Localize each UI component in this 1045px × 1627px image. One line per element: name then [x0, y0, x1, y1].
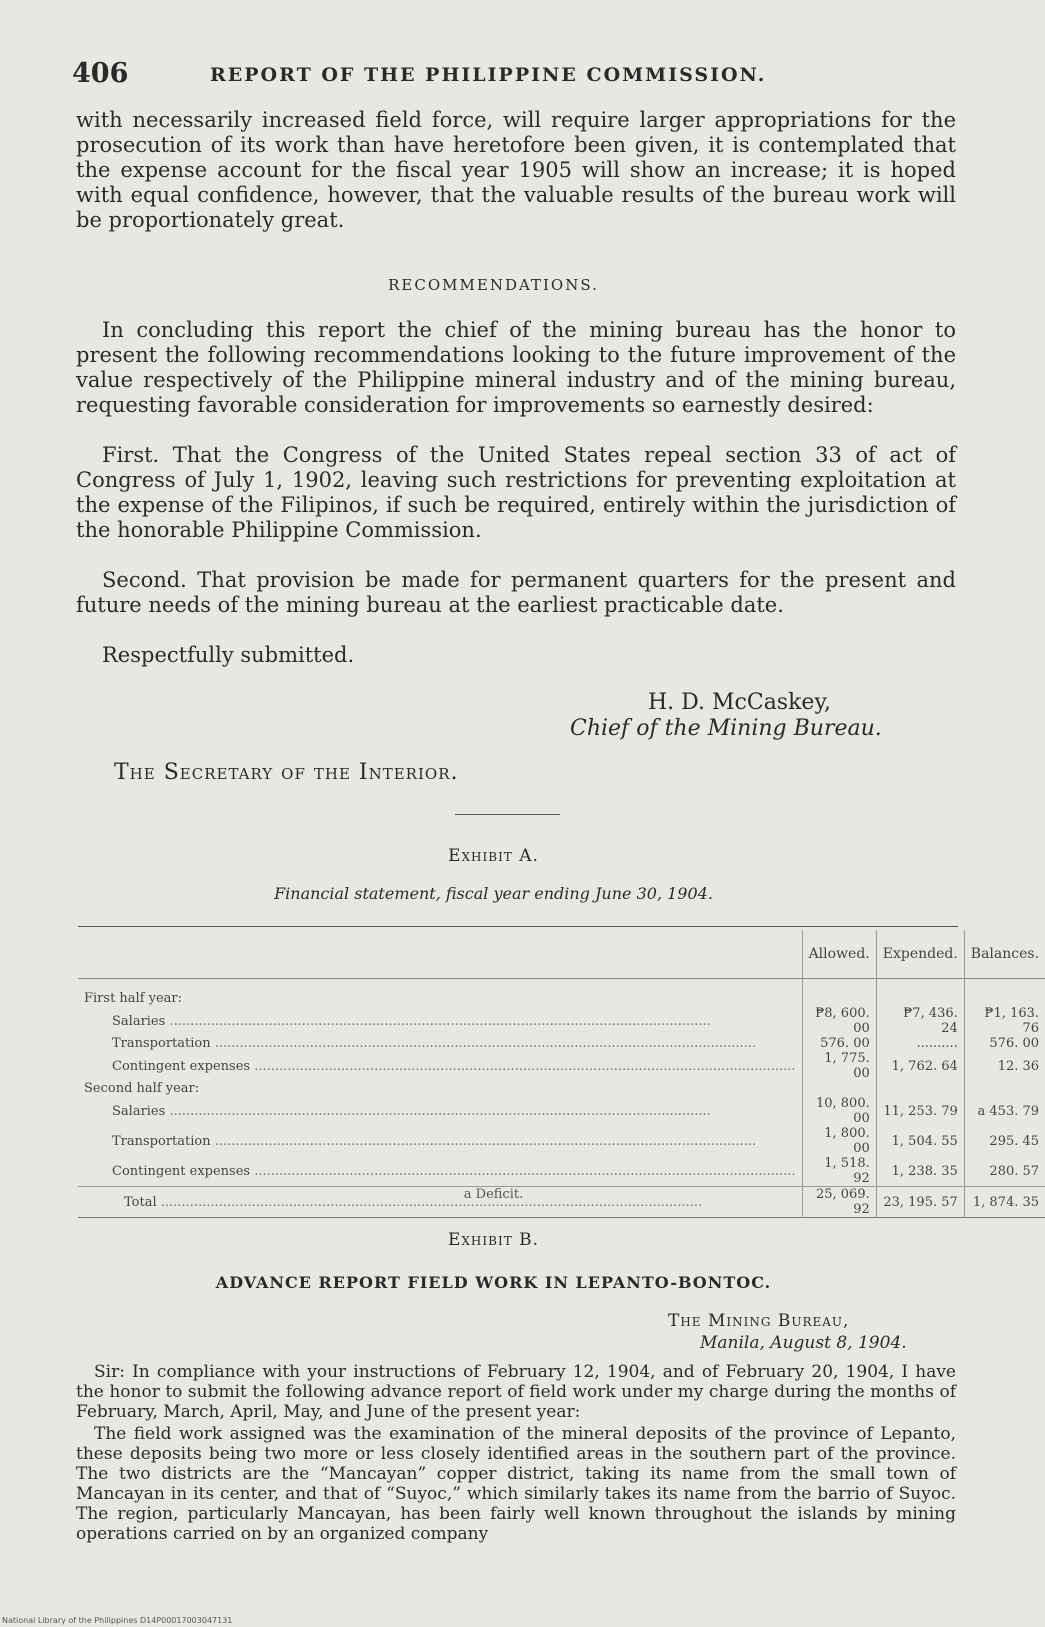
- allowed-cell: 1, 800. 00: [802, 1126, 876, 1156]
- table-row: [78, 979, 1045, 1007]
- balance-cell: a 453. 79: [964, 1096, 1045, 1126]
- recommendation-first: First. That the Congress of the United States repeal section 33 of act of Congress of July 1, 1902, leaving such restrictions for preventing exploitation at the expense of the Filipinos, if such be required, entirely within the jurisdiction of the honorable Philippine Commission.: [76, 443, 956, 542]
- exhibit-b-label: Exhibit B.: [447, 1230, 540, 1250]
- expended-cell: ..........: [876, 1036, 964, 1051]
- allowed-cell: 10, 800. 00: [802, 1096, 876, 1126]
- balance-cell: ₱1, 163. 76: [964, 1006, 1045, 1036]
- from-line: The Mining Bureau,: [668, 1311, 850, 1331]
- row-label: [78, 979, 802, 1007]
- total-expended: 23, 195. 57: [876, 1187, 964, 1218]
- row-label-text: Contingent expenses .....: [112, 1059, 796, 1074]
- balance-cell: 295. 45: [964, 1126, 1045, 1156]
- exhibit-b-title: ADVANCE REPORT FIELD WORK IN LEPANTO-BONTOC.: [215, 1273, 772, 1292]
- table-bottom-rule: [78, 1218, 1045, 1221]
- total-balance: 1, 874. 35: [964, 1187, 1045, 1218]
- column-header-expended: Expended.: [876, 930, 964, 979]
- row-label-text: First half year:: [84, 991, 183, 1006]
- section-divider: [455, 814, 560, 815]
- recommendation-second: Second. That provision be made for permanent quarters for the present and future needs of the mining bureau at the earliest practicable date.: [76, 568, 956, 617]
- scan-footer: National Library of the Philippines D14P00017003047131: [2, 1616, 233, 1625]
- table-header-row: [78, 930, 1045, 979]
- table-header-blank: [78, 930, 802, 979]
- closing-line: Respectfully submitted.: [102, 643, 355, 667]
- exhibit-b-paragraph-2: The field work assigned was the examination of the mineral deposits of the province of Lepanto, these deposits being two more or less closely identified areas in the southern part of the province. The two districts are the “Mancayan” copper district, taking its name from the small town of Mancayan in its center, and that of “Suyoc,” which similarly takes its name from the barrio of Suyoc. The region, particularly Mancayan, has been fairly well known throughout the islands by mining operations carried on by an organized company: [76, 1424, 956, 1544]
- financial-table: [78, 930, 1045, 1220]
- row-label-text: Second half year:: [84, 1081, 200, 1096]
- expended-cell: 11, 253. 79: [876, 1096, 964, 1126]
- addressee: The Secretary of the Interior.: [114, 760, 459, 785]
- recommendations-heading: RECOMMENDATIONS.: [388, 276, 599, 294]
- allowed-cell: ₱8, 600. 00: [802, 1006, 876, 1036]
- row-label: [78, 1096, 802, 1126]
- balance-cell: 576. 00: [964, 1036, 1045, 1051]
- row-label-text: Contingent expenses .....: [112, 1164, 796, 1179]
- exhibit-b-paragraph-1: Sir: In compliance with your instructions of February 12, 1904, and of February 20, 1904, I have the honor to submit the following advance report of field work under my charge during the months of February, March, April, May, and June of the present year:: [76, 1362, 956, 1422]
- total-label-text: Total .....: [124, 1195, 702, 1210]
- allowed-cell: [802, 1081, 876, 1096]
- allowed-cell: 1, 518. 92: [802, 1156, 876, 1187]
- balance-cell: [964, 1081, 1045, 1096]
- table-top-rule: [78, 926, 958, 927]
- expended-cell: [876, 979, 964, 1007]
- table-row: [78, 1036, 1045, 1051]
- page-header: [72, 58, 932, 94]
- table-row: [78, 1006, 1045, 1036]
- signer-name: H. D. McCaskey,: [648, 690, 831, 715]
- place-date: Manila, August 8, 1904.: [700, 1333, 907, 1353]
- exhibit-a-caption: Financial statement, fiscal year ending June 30, 1904.: [274, 884, 713, 903]
- row-label-text: Transportation .....: [112, 1036, 756, 1051]
- balance-cell: 280. 57: [964, 1156, 1045, 1187]
- row-label: [78, 1081, 802, 1096]
- expended-cell: 1, 504. 55: [876, 1126, 964, 1156]
- table-bottom-rule-cell: [78, 1218, 1045, 1221]
- row-label-text: Salaries .....: [112, 1014, 711, 1029]
- recommendation-intro: In concluding this report the chief of the mining bureau has the honor to present the following recommendations looking to the future improvement of the value respectively of the Philippine mineral industry and of the mining bureau, requesting favorable consideration for improvements so earnestly desired:: [76, 318, 956, 417]
- row-label: [78, 1156, 802, 1187]
- intro-paragraph: with necessarily increased field force, will require larger appropriations for the prosecution of its work than have heretofore been given, it is contemplated that the expense account for the fiscal year 1905 will show an increase; it is hoped with equal confidence, however, that the valuable results of the bureau work will be proportionately great.: [76, 108, 956, 232]
- row-label: [78, 1126, 802, 1156]
- row-label: [78, 1006, 802, 1036]
- row-label: [78, 1036, 802, 1051]
- balance-cell: 12. 36: [964, 1051, 1045, 1081]
- table-row: [78, 1081, 1045, 1096]
- table-row: [78, 1051, 1045, 1081]
- running-title: REPORT OF THE PHILIPPINE COMMISSION.: [210, 64, 767, 86]
- balance-cell: [964, 979, 1045, 1007]
- expended-cell: 1, 238. 35: [876, 1156, 964, 1187]
- total-allowed: 25, 069. 92: [802, 1187, 876, 1218]
- column-header-allowed: Allowed.: [802, 930, 876, 979]
- table-row: [78, 1096, 1045, 1126]
- row-label-text: Salaries .....: [112, 1104, 711, 1119]
- signer-title: Chief of the Mining Bureau.: [570, 716, 882, 741]
- exhibit-a-label: Exhibit A.: [448, 846, 539, 866]
- row-label: [78, 1051, 802, 1081]
- allowed-cell: [802, 979, 876, 1007]
- expended-cell: 1, 762. 64: [876, 1051, 964, 1081]
- expended-cell: ₱7, 436. 24: [876, 1006, 964, 1036]
- table-body: [78, 979, 1045, 1221]
- table-row: [78, 1156, 1045, 1187]
- allowed-cell: 1, 775. 00: [802, 1051, 876, 1081]
- allowed-cell: 576. 00: [802, 1036, 876, 1051]
- page-number: 406: [72, 58, 129, 89]
- expended-cell: [876, 1081, 964, 1096]
- row-label-text: Transportation .....: [112, 1134, 756, 1149]
- table-row: [78, 1126, 1045, 1156]
- column-header-balances: Balances.: [964, 930, 1045, 979]
- table-footnote: a Deficit.: [463, 1187, 524, 1202]
